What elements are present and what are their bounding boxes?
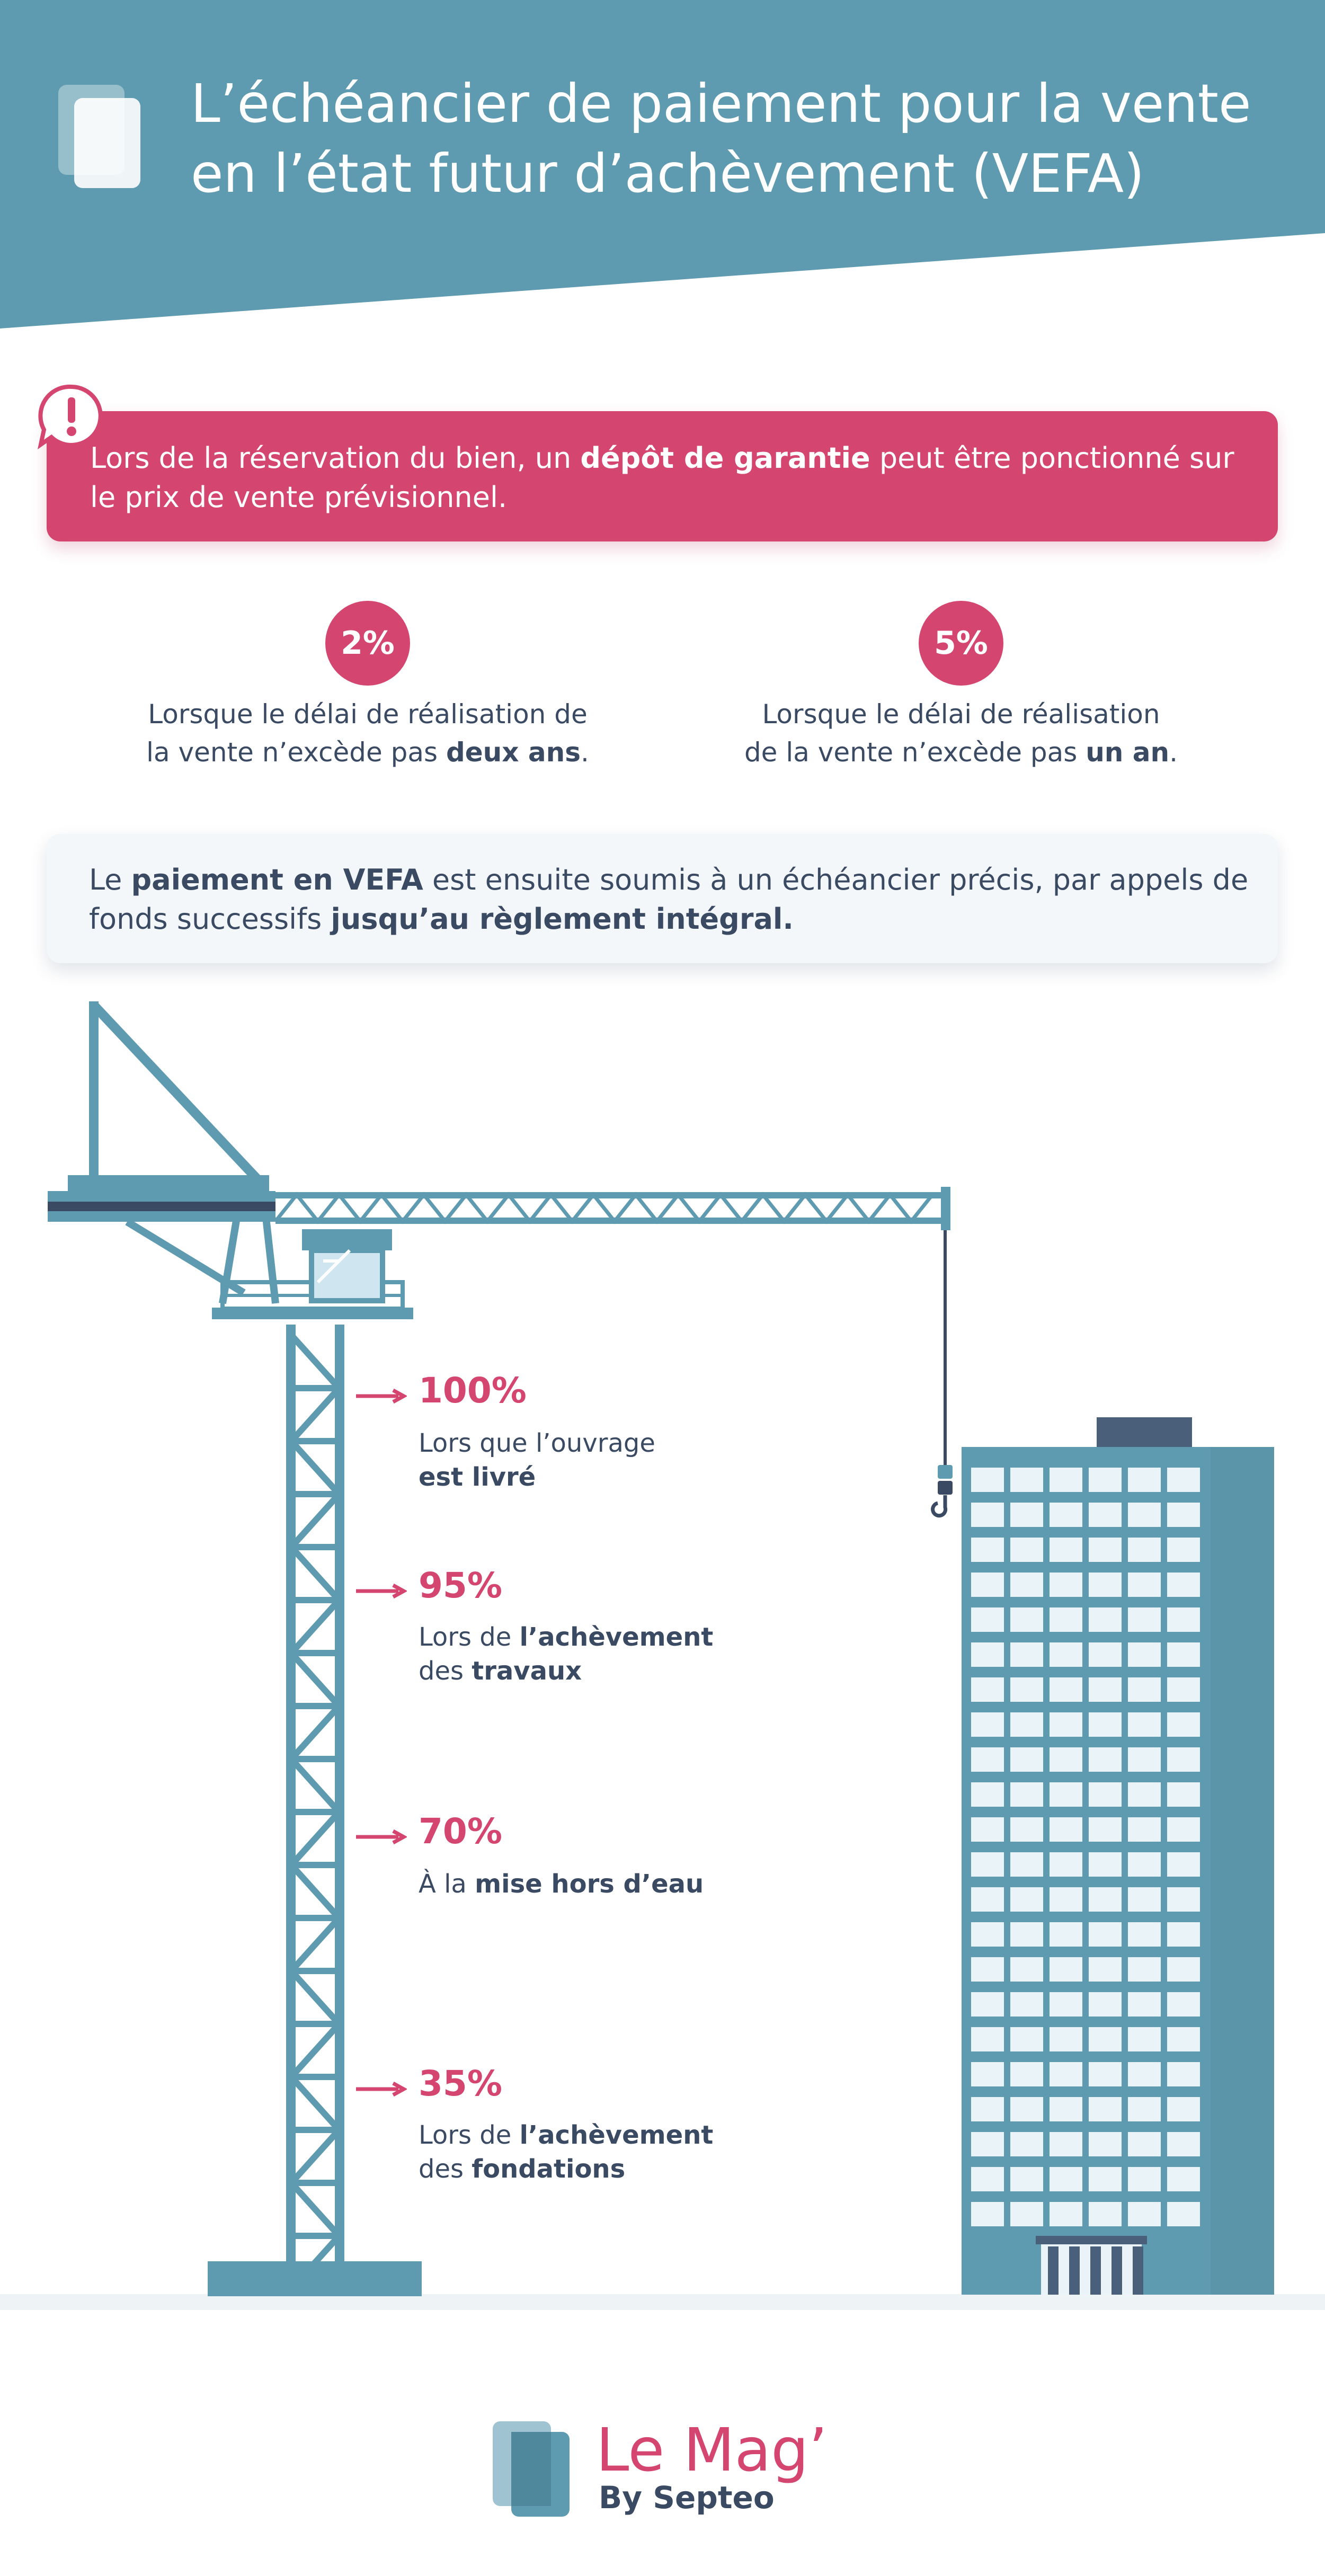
building-window — [1010, 2027, 1043, 2051]
exclamation-bubble-icon — [37, 381, 106, 450]
building-window — [1089, 2062, 1122, 2086]
building-window — [1128, 2132, 1161, 2156]
building-window — [1089, 1957, 1122, 1982]
building-window — [1050, 2097, 1082, 2121]
building-window — [1128, 2167, 1161, 2191]
building-window — [971, 1573, 1004, 1597]
building-window — [1010, 1573, 1043, 1597]
building-window — [1167, 1747, 1200, 1772]
step-desc-line: Lors que l’ouvrage — [419, 1428, 655, 1458]
building-window — [1010, 1677, 1043, 1702]
building-window — [1050, 2202, 1082, 2226]
building-window — [1089, 1468, 1122, 1492]
building-window — [1010, 1538, 1043, 1562]
building-window — [971, 1642, 1004, 1667]
building-window — [1050, 1677, 1082, 1702]
building-window — [1128, 1992, 1161, 2017]
building-window — [1089, 2027, 1122, 2051]
building-window — [1050, 1468, 1082, 1492]
building-window — [1050, 2027, 1082, 2051]
building-window — [1128, 1573, 1161, 1597]
building-window — [971, 2027, 1004, 2051]
building-window — [971, 1747, 1004, 1772]
page-title-line1: L’échéancier de paiement pour la vente — [191, 73, 1251, 135]
building-window — [971, 1852, 1004, 1877]
building-window — [1050, 1992, 1082, 2017]
document-pages-icon — [490, 2411, 575, 2522]
building-window — [1167, 1957, 1200, 1982]
step-70-description — [419, 1867, 704, 1901]
building-window — [1010, 1887, 1043, 1912]
building-window — [1128, 1887, 1161, 1912]
building-window — [1010, 2167, 1043, 2191]
building-window — [1089, 1538, 1122, 1562]
building-window — [1167, 1817, 1200, 1842]
building-window — [1167, 2097, 1200, 2121]
building-window — [1050, 1922, 1082, 1947]
building-window — [1089, 1607, 1122, 1632]
building-window — [1128, 1503, 1161, 1527]
alert-text-part: Lors de la réservation du bien, un — [90, 441, 581, 475]
building-window — [1167, 1607, 1200, 1632]
building-window — [1010, 1852, 1043, 1877]
building-window — [1128, 1852, 1161, 1877]
building-window — [1050, 1817, 1082, 1842]
building-window — [971, 1922, 1004, 1947]
building-window — [971, 2062, 1004, 2086]
brand-subtitle: By Septeo — [599, 2480, 775, 2516]
building-window — [1050, 1852, 1082, 1877]
deposit-2-percent-badge: 2% — [325, 601, 410, 686]
building-window — [1089, 2167, 1122, 2191]
building-window — [1050, 1747, 1082, 1772]
payment-schedule-info-text — [89, 860, 1255, 939]
building-window — [1050, 1573, 1082, 1597]
building-window — [971, 1817, 1004, 1842]
building-window — [1089, 1817, 1122, 1842]
building-window — [1050, 2167, 1082, 2191]
step-95-percent: 95% — [419, 1565, 502, 1606]
building-window — [1128, 1677, 1161, 1702]
building-window — [1050, 1642, 1082, 1667]
step-100-percent: 100% — [419, 1370, 527, 1411]
page-title-line2: en l’état futur d’achèvement (VEFA) — [191, 143, 1145, 205]
building-window — [1128, 1712, 1161, 1737]
building-window — [971, 1677, 1004, 1702]
building-window — [1128, 1607, 1161, 1632]
building-window — [1089, 2097, 1122, 2121]
building-window — [1089, 1782, 1122, 1807]
building-window — [1167, 1922, 1200, 1947]
building-window — [971, 1957, 1004, 1982]
building-window — [1128, 2062, 1161, 2086]
building-window — [971, 1712, 1004, 1737]
page-title — [191, 69, 1277, 209]
building-window — [1167, 1468, 1200, 1492]
building-window — [1010, 1992, 1043, 2017]
building-window — [1167, 2027, 1200, 2051]
building-window — [1167, 2202, 1200, 2226]
building-window — [971, 2132, 1004, 2156]
deposit-5-percent-description — [733, 695, 1189, 771]
building-window — [1167, 1538, 1200, 1562]
alert-text-part: peut être ponctionné sur le prix de vente prévisionnel. — [90, 441, 1234, 514]
building-window — [1128, 1747, 1161, 1772]
building-window — [1050, 1957, 1082, 1982]
building-window — [1010, 1747, 1043, 1772]
step-35-percent: 35% — [419, 2063, 502, 2104]
building-window — [1128, 1782, 1161, 1807]
step-desc-line: des travaux — [419, 1656, 582, 1686]
building-window — [1167, 1782, 1200, 1807]
building-window — [1010, 1817, 1043, 1842]
building-window — [971, 1503, 1004, 1527]
step-100-description — [419, 1426, 655, 1494]
deposit-alert-text — [90, 439, 1245, 517]
building-window — [1010, 2062, 1043, 2086]
building-window — [1089, 1642, 1122, 1667]
building-window — [971, 1782, 1004, 1807]
building-window — [971, 1887, 1004, 1912]
building-window — [1128, 1957, 1161, 1982]
building-window — [1167, 1642, 1200, 1667]
building-window — [1167, 1992, 1200, 2017]
building-window — [1010, 1712, 1043, 1737]
building-window — [1089, 1922, 1122, 1947]
step-desc-bold: est livré — [419, 1462, 536, 1492]
building-window — [971, 1607, 1004, 1632]
building-window — [1167, 1712, 1200, 1737]
building-window — [1050, 1712, 1082, 1737]
building-window — [1128, 1922, 1161, 1947]
info-line-2: fonds successifs jusqu’au règlement intégral. — [89, 902, 794, 936]
building-window — [1167, 1573, 1200, 1597]
building-window — [1050, 2132, 1082, 2156]
deposit-alert-box — [47, 411, 1278, 541]
deposit-desc-line: la vente n’excède pas deux ans. — [146, 737, 589, 768]
building-window — [1128, 2027, 1161, 2051]
building-window — [1089, 1852, 1122, 1877]
building-window — [971, 2167, 1004, 2191]
building-window — [971, 1468, 1004, 1492]
building-window — [1128, 1538, 1161, 1562]
building-window — [1167, 2167, 1200, 2191]
building-window — [971, 1992, 1004, 2017]
building-window — [1050, 1503, 1082, 1527]
building-window — [1089, 1712, 1122, 1737]
deposit-5-percent-badge: 5% — [919, 601, 1003, 686]
building-window — [1010, 1957, 1043, 1982]
deposit-desc-line: Lorsque le délai de réalisation de — [148, 699, 588, 730]
deposit-desc-line: Lorsque le délai de réalisation — [762, 699, 1160, 730]
building-window — [1010, 2202, 1043, 2226]
building-window — [1167, 1503, 1200, 1527]
payment-schedule-info-box — [47, 834, 1278, 963]
building-window — [1010, 1922, 1043, 1947]
building-window — [1010, 1642, 1043, 1667]
arrow-right-icon — [354, 1583, 407, 1599]
step-35-description — [419, 2118, 713, 2186]
building-window — [1050, 1782, 1082, 1807]
building-window — [1010, 1782, 1043, 1807]
building-window — [971, 1538, 1004, 1562]
building-window — [1010, 1468, 1043, 1492]
building-window — [1089, 1677, 1122, 1702]
building-window — [1089, 1992, 1122, 2017]
building-window — [1167, 1852, 1200, 1877]
building-window — [1167, 1677, 1200, 1702]
step-desc-line: des fondations — [419, 2154, 626, 2184]
building-window — [1010, 1503, 1043, 1527]
step-70-percent: 70% — [419, 1811, 502, 1852]
building-window — [1089, 2132, 1122, 2156]
alert-text-bold: dépôt de garantie — [580, 441, 870, 475]
building-window — [1050, 1607, 1082, 1632]
building-window — [1089, 1887, 1122, 1912]
deposit-2-percent-description — [140, 695, 595, 771]
building-window — [1089, 1573, 1122, 1597]
step-desc-line: À la mise hors d’eau — [419, 1869, 704, 1899]
arrow-right-icon — [354, 1388, 407, 1404]
building-window — [1050, 2062, 1082, 2086]
step-desc-line: Lors de l’achèvement — [419, 2120, 714, 2150]
building-window — [971, 2202, 1004, 2226]
step-desc-line: Lors de l’achèvement — [419, 1622, 714, 1652]
document-pages-icon — [56, 74, 146, 196]
arrow-right-icon — [354, 1829, 407, 1845]
building-window — [1050, 1887, 1082, 1912]
building-window — [971, 2097, 1004, 2121]
building-window — [1128, 1468, 1161, 1492]
building-window — [1128, 2097, 1161, 2121]
info-line-1: Le paiement en VEFA est ensuite soumis à un échéancier précis, par appels de — [89, 863, 1249, 896]
building-window — [1010, 2132, 1043, 2156]
arrow-right-icon — [354, 2081, 407, 2097]
building-window — [1128, 2202, 1161, 2226]
building-window — [1050, 1538, 1082, 1562]
building-window — [1128, 1642, 1161, 1667]
building-window — [1167, 1887, 1200, 1912]
building-icon — [962, 1417, 1274, 2295]
deposit-desc-line: de la vente n’excède pas un an. — [744, 737, 1178, 768]
brand-name: Le Mag’ — [596, 2416, 828, 2485]
building-window — [1010, 1607, 1043, 1632]
building-window — [1089, 1747, 1122, 1772]
building-window — [1167, 2132, 1200, 2156]
building-window — [1089, 1503, 1122, 1527]
building-window — [1167, 2062, 1200, 2086]
building-window — [1010, 2097, 1043, 2121]
building-window — [1089, 2202, 1122, 2226]
step-95-description — [419, 1620, 713, 1688]
building-window — [1128, 1817, 1161, 1842]
